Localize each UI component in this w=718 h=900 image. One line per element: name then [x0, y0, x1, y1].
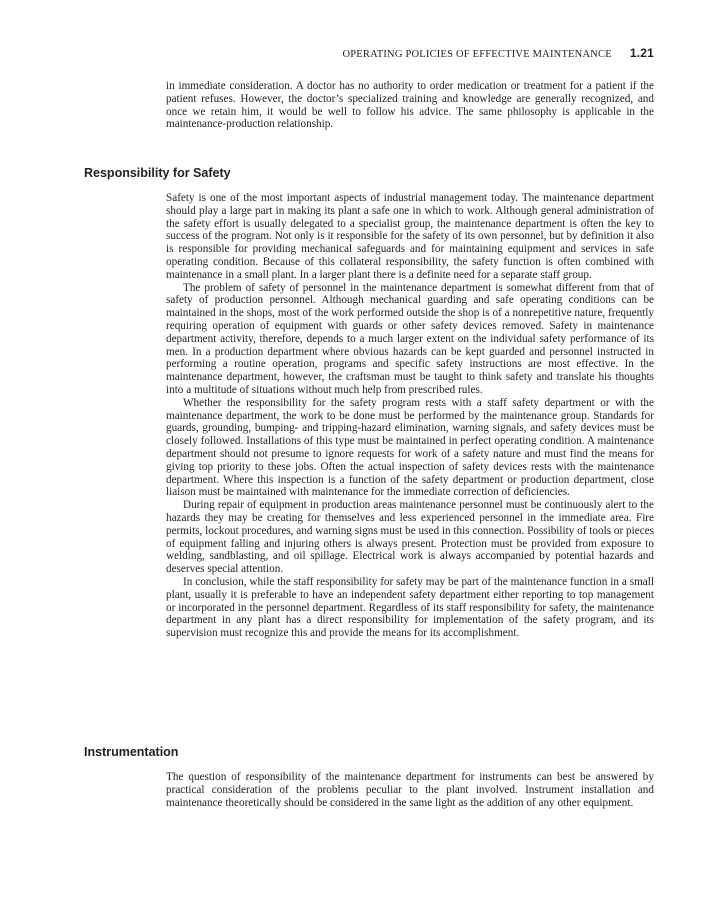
- safety-section: [166, 192, 654, 640]
- safety-paragraph-4: During repair of equipment in production areas maintenance personnel must be continuously alert to the hazards they may be creating for themselves and less experienced personnel in the immediate area. Fire permits, lockout procedures, and warning signs must be used in this connection. Possibility of tools or pieces of equipment falling and injuring others is always present. Protection must be provided from exposure to welding, sandblasting, and oil spillage. Electrical work is always accompanied by potential hazards and deserves special attention.: [166, 499, 654, 576]
- running-header: [342, 46, 654, 60]
- instrumentation-section: [166, 771, 654, 809]
- safety-heading: Responsibility for Safety: [84, 166, 231, 180]
- safety-paragraph-1: Safety is one of the most important aspects of industrial management today. The maintenance department should play a large part in making its plant a safe one in which to work. Although general administration of the safety effort is usually delegated to a specialist group, the maintenance department is often the key to success of the program. Not only is it responsible for the safety of its own personnel, but by definition it also is responsible for providing mechanical safeguards and for maintaining equipment and services in safe operating condition. Because of this collateral responsibility, the safety function is often combined with maintenance in a small plant. In a larger plant there is a definite need for a separate staff group.: [166, 192, 654, 281]
- intro-paragraph: in immediate consideration. A doctor has no authority to order medication or treatment for a patient if the patient refuses. However, the doctor’s specialized training and knowledge are generally recognized, and once we retain him, it would be well to follow his advice. The same philosophy is applicable in the maintenance-production relationship.: [166, 80, 654, 131]
- page-number: 1.21: [629, 46, 654, 60]
- instrumentation-heading: Instrumentation: [84, 745, 179, 759]
- instrumentation-paragraph: The question of responsibility of the maintenance department for instruments can best be answered by practical consideration of the problems peculiar to the plant involved. Instrument installation and maintenance theoretically should be considered in the same light as the addition of any other equipment.: [166, 771, 654, 809]
- running-title: OPERATING POLICIES OF EFFECTIVE MAINTENANCE: [342, 49, 612, 60]
- safety-paragraph-2: The problem of safety of personnel in the maintenance department is somewhat different from that of safety of production personnel. Although mechanical guarding and safe operating conditions can be maintained in the shops, most of the work performed outside the shop is of a nonrepetitive nature, frequently requiring operation of equipment with guards or other safety devices removed. Safety in maintenance department activity, therefore, depends to a much larger extent on the individual safety performance of its men. In a production department where obvious hazards can be kept guarded and personnel instructed in performing a routine operation, programs and specific safety instructions are most effective. In the maintenance department, however, the craftsman must be taught to think safety and translate his thoughts into a multitude of situations without much help from prescribed rules.: [166, 281, 654, 396]
- intro-section: [166, 80, 654, 131]
- safety-paragraph-5: In conclusion, while the staff responsibility for safety may be part of the maintenance function in a small plant, usually it is preferable to have an independent safety department either reporting to top management or incorporated in the personnel department. Regardless of its staff responsibility for safety, the maintenance department in any plant has a direct responsibility for implementation of the safety program, and its supervision must recognize this and provide the means for its accomplishment.: [166, 575, 654, 640]
- safety-paragraph-3: Whether the responsibility for the safety program rests with a staff safety department or with the maintenance department, the work to be done must be performed by the maintenance group. Standards for guards, grounding, bumping- and tripping-hazard elimination, warning signals, and safety devices must be closely followed. Installations of this type must be maintained in perfect operating condition. A maintenance department should not presume to ignore requests for work of a safety nature and must find the means for giving top priority to these jobs. Often the actual inspection of safety devices rests with the maintenance department. Where this inspection is a function of the safety department or production department, close liaison must be maintained with maintenance for the immediate correction of deficiencies.: [166, 396, 654, 499]
